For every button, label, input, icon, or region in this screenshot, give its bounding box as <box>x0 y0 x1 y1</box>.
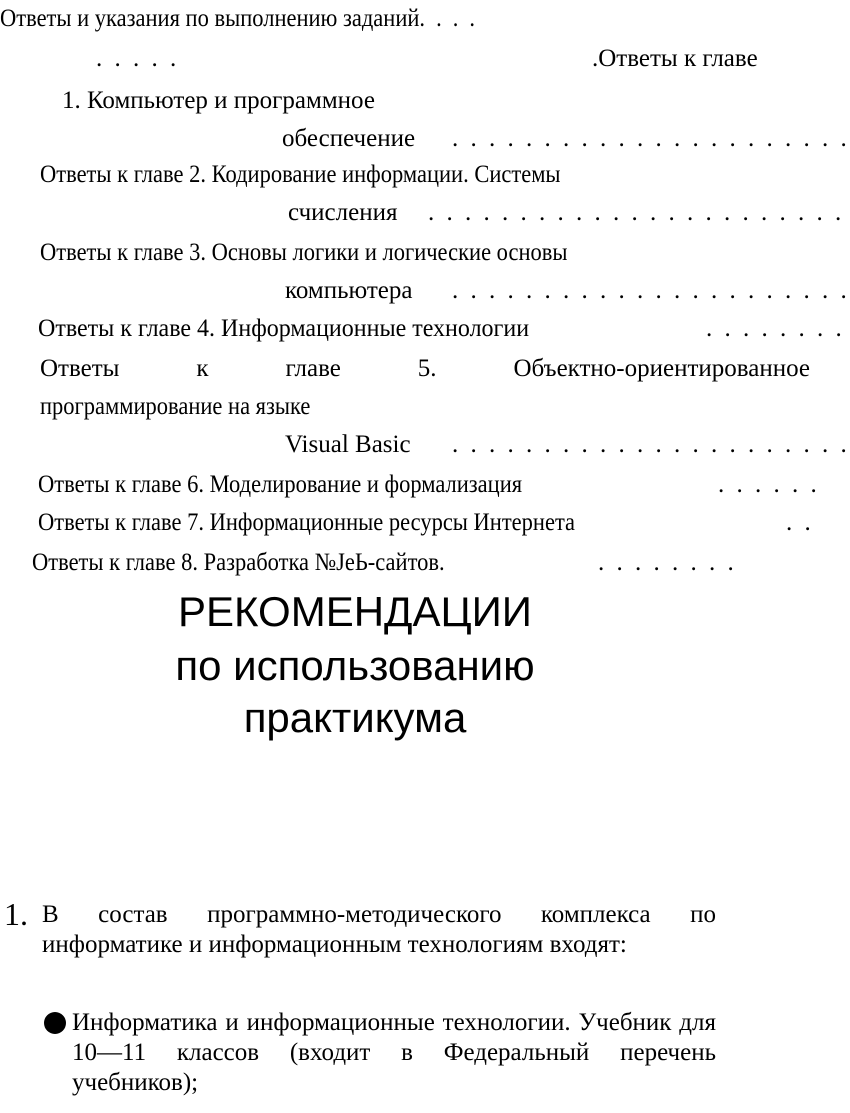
toc-ch5-dots: . . . . . . . . . . . . . . . . . . . . . . <box>452 431 850 458</box>
toc-ch1-head: .Ответы к главе <box>592 45 758 72</box>
toc-ch5-line1: Ответы к главе 5. Объектно-ориентированное <box>40 355 810 382</box>
toc-dots-row: . . . . . <box>96 45 180 72</box>
heading-line2: по использованию <box>175 642 535 689</box>
section-paragraph: В состав программно-методического комплекса по информатике и информационным технологиям входят: <box>42 901 716 958</box>
toc-ch2-line2: счисления <box>288 199 398 226</box>
heading-line3: практикума <box>243 694 467 741</box>
section-number: 1. <box>4 896 28 932</box>
toc-ch8-line1: Ответы к главе 8. Разработка №JeЬ-сайтов. <box>32 549 445 576</box>
toc-intro <box>0 4 478 34</box>
toc-ch7-line1: Ответы к главе 7. Информационные ресурсы Интернета <box>38 509 576 536</box>
bullet-item: Информатика и информационные технологии. Учебник для 10—11 классов (входит в Федеральный перечень учебников); <box>72 1009 716 1096</box>
toc-ch3-line1: Ответы к главе 3. Основы логики и логические основы <box>40 239 568 266</box>
heading-line1: РЕКОМЕНДАЦИИ <box>178 588 532 635</box>
toc-ch8-dots: . . . . . . . . <box>598 549 737 576</box>
toc-ch1-line2: обеспечение <box>282 125 416 152</box>
toc-intro-dots: . . . . <box>419 5 478 32</box>
toc-ch2-line1: Ответы к главе 2. Кодирование информации. Системы <box>40 161 561 188</box>
toc-ch1-line1: 1. Компьютер и программное <box>62 87 375 114</box>
toc-ch6-line1: Ответы к главе 6. Моделирование и формализация <box>38 471 523 498</box>
toc-ch1-dots: . . . . . . . . . . . . . . . . . . . . . . <box>452 125 850 152</box>
toc-intro-text: Ответы и указания по выполнению заданий <box>0 5 420 32</box>
toc-ch3-dots: . . . . . . . . . . . . . . . . . . . . . . <box>452 277 850 304</box>
bullet-icon <box>44 1012 66 1034</box>
toc-ch4-line1: Ответы к главе 4. Информационные технологии <box>38 315 530 342</box>
toc-ch6-dots: . . . . . . <box>718 471 820 498</box>
toc-ch4-dots: . . . . . . . . <box>706 315 845 342</box>
toc-ch7-dots: . . <box>786 509 814 536</box>
toc-ch5-line3: Visual Basic <box>285 431 411 458</box>
toc-ch3-line2: компьютера <box>285 277 413 304</box>
toc-ch2-dots: . . . . . . . . . . . . . . . . . . . . . . . <box>428 199 845 226</box>
toc-ch5-line2: программирование на языке <box>40 393 311 420</box>
